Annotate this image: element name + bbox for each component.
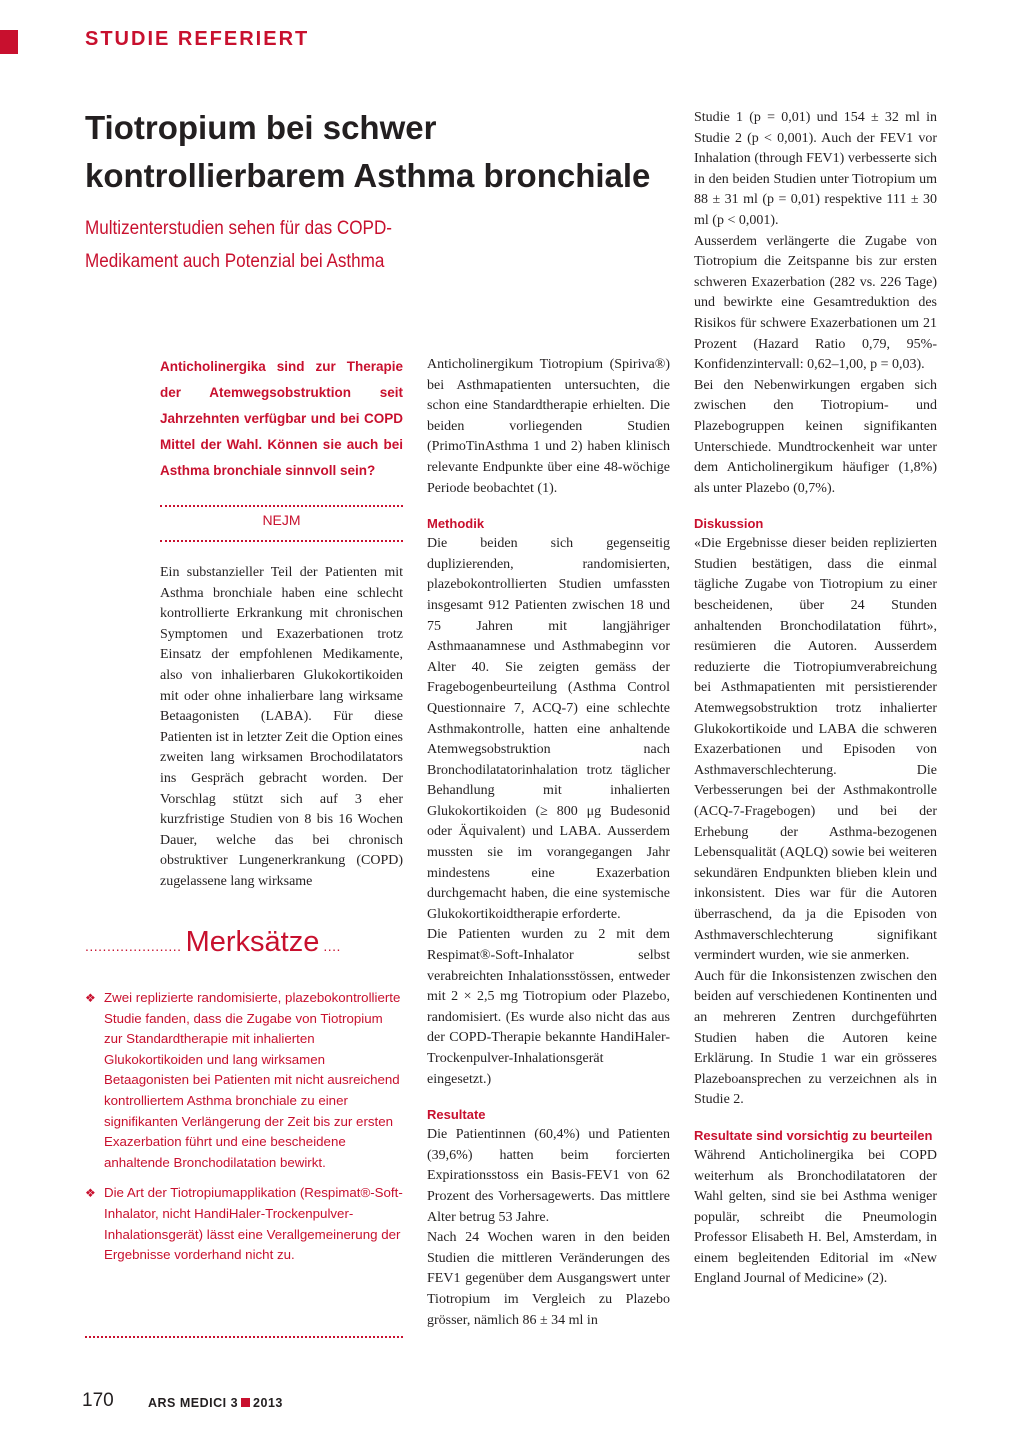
square-separator-icon: [241, 1398, 250, 1407]
body-paragraph: Nach 24 Wochen waren in den beiden Studien die mittleren Veränderungen des FEV1 gegenüber dem Ausgangswert unter Tiotropium im Vergleich zu Plazebo grösser, nämlich 86 ± 34 ml in: [427, 1230, 670, 1328]
merksaetze-title: Merksätze: [185, 926, 320, 958]
source-divider-top: [160, 505, 403, 507]
section-heading-methodik: Methodik: [427, 516, 485, 532]
body-paragraph: «Die Ergebnisse dieser beiden replizierten Studien bestätigen, dass die einmal tägliche Zugabe von Tiotropium zu einer bescheidenen, über 24 Stunden anhaltenden Bronchodilatation führt», resümieren die Autoren. Ausserdem reduzierte die Tiotropiumverabreichung bei Asthmapatienten mit persistierender Atemwegsobstruktion trotz inhalierter Glukokortikoide und LABA die schweren Exazerbationen und Episoden von Asthmaverschlechterung. Die Verbesserungen bei der Asthmakontrolle (ACQ-7-Fragebogen) und bei der Erhebung der Asthma-bezogenen Lebensqualität (AQLQ) sowie bei weiteren sekundären Endpunkten blieben klein und inkonsistent. Dies war für die Autoren überraschend, da ja die Episoden von Asthmaverschlechterung signifikant vermindert wurden, wie sie anmerken.: [694, 536, 937, 964]
section-heading-diskussion: Diskussion: [694, 516, 764, 532]
section-heading-vorsichtig: Resultate sind vorsichtig zu beurteilen: [694, 1127, 933, 1143]
body-paragraph: Die Patienten wurden zu 2 mit dem Respimat®-Soft-Inhalator selbst verabreichten Inhalationsstössen, entweder mit 2 × 2,5 mg Tiotropium oder Plazebo, randomisiert. (Es wurde also nicht das aus der COPD-Therapie bekannte HandiHaler-Trockenpulver-Inhalationsgerät eingesetzt.): [427, 927, 670, 1087]
journal-name: ARS MEDICI 3: [148, 1396, 239, 1410]
body-paragraph: Die beiden sich gegenseitig duplizierenden, randomisierten, plazebokontrollierten Studien umfassten insgesamt 912 Patienten zwischen 18 und 75 Jahren mit langjähriger Asthmaanamnese und Asthmabeginn vor Alter 40. Sie zeigten gemäss der Fragebogenbeurteilung (Asthma Control Questionnaire 7, ACQ-7) eine schlechte Asthmakontrolle, hatten eine anhaltende Atemwegsobstruktion nach Bronchodilatatorinhalation trotz täglicher Behandlung mit inhalierten Glukokortikoiden (≥ 800 μg Budesonid oder Äquivalent) und LABA. Ausserdem mussten sie im vorangegangen Jahr mindestens eine Exazerbation durchgemacht haben, die eine systemische Glukokortikoidtherapie erforderte.: [427, 536, 670, 922]
merksaetze-list: [85, 988, 403, 1276]
body-paragraph: Während Anticholinergika bei COPD weiterhum als Bronchodilatatoren der Wahl gelten, sind sie bei Asthma weniger populär, schreibt die Pneumologin Professor Elisabeth H. Bel, Amsterdam, in einem begleitenden Editorial im «New England Journal of Medicine» (2).: [694, 1147, 937, 1287]
body-paragraph: Ein substanzieller Teil der Patienten mit Asthma bronchiale haben eine schlecht kontrollierte Erkrankung mit chronischen Symptomen und Exazerbationen trotz Einsatz der empfohlenen Medikamente, also von inhalierbaren Glukokortikoiden mit oder ohne inhalierbare lang wirksame Betaagonisten (LABA). Für diese Patienten ist in letzter Zeit die Option eines zweiten lang wirksamen Brochodilatators ins Gespräch gebracht worden. Der Vorschlag stützt sich auf 3 eher kurzfristige Studien von 8 bis 16 Wochen Dauer, welche das bei chronisch obstruktiver Lungenerkrankung (COPD) zugelassene lang wirksame: [160, 565, 403, 889]
source-divider-bottom: [160, 540, 403, 542]
article-subtitle: Multizenterstudien sehen für das COPD-Medikament auch Potenzial bei Asthma: [85, 218, 392, 272]
merksaetze-item-text: Die Art der Tiotropiumapplikation (Respimat®-Soft-Inhalator, nicht HandiHaler-Trockenpulver-Inhalationsgerät) lässt eine Verallgemeinerung der Ergebnisse vorderhand nicht zu.: [104, 1185, 403, 1263]
body-paragraph: Studie 1 (p = 0,01) und 154 ± 32 ml in Studie 2 (p < 0,001). Auch der FEV1 vor Inhalation (through FEV1) verbesserte sich in den beiden Studien unter Tiotropium um 88 ± 31 ml (p = 0,01) respektive 111 ± 30 ml (p < 0,001).: [694, 110, 937, 228]
diamond-bullet-icon: ❖: [85, 991, 96, 1005]
body-paragraph: Ausserdem verlängerte die Zugabe von Tiotropium die Zeitspanne bis zur ersten schweren Exazerbation (282 vs. 226 Tage) und bewirkte eine Gesamtreduktion des Risikos für schwere Exazerbationen um 21 Prozent (Hazard Ratio 0,79, 95%-Konfidenzintervall: 0,62–1,00, p = 0,03).: [694, 233, 937, 373]
section-color-marker: [0, 30, 18, 54]
section-kicker: STUDIE REFERIERT: [85, 28, 310, 50]
section-heading-resultate: Resultate: [427, 1107, 486, 1123]
body-column-3: [694, 108, 937, 1290]
body-paragraph: Bei den Nebenwirkungen ergaben sich zwischen den Tiotropium- und Plazebogruppen keinen signifikanten Unterschiede. Mundtrockenheit war unter dem Anticholinergikum häufiger (1,8%) als unter Plazebo (0,7%).: [694, 377, 937, 496]
body-paragraph: Die Patientinnen (60,4%) und Patienten (39,6%) hatten beim forcierten Expirationsstoss ein Basis-FEV1 von 62 Prozent des Vorhersagewerts. Das mittlere Alter betrug 53 Jahre.: [427, 1127, 670, 1225]
body-paragraph: Auch für die Inkonsistenzen zwischen den beiden auf verschiedenen Kontinenten und an mehreren Zentren durchgeführten Studien haben die Autoren keine Erklärung. In Studie 1 war ein grösseres Plazeboansprechen zu verzeichnen als in Studie 2.: [694, 968, 937, 1108]
body-column-1: [160, 563, 403, 893]
merksaetze-item: [85, 1183, 403, 1265]
merksaetze-item: [85, 988, 403, 1173]
diamond-bullet-icon: ❖: [85, 1186, 96, 1201]
journal-year: 2013: [253, 1396, 283, 1410]
body-column-2: [427, 355, 670, 1331]
source-label: NEJM: [262, 512, 301, 528]
article-title: Tiotropium bei schwer kontrollierbarem Asthma bronchiale: [85, 109, 651, 194]
merksaetze-header: [85, 926, 403, 959]
article-lead: Anticholinergika sind zur Therapie der Atemwegsobstruktion seit Jahrzehnten verfügbar und bei COPD Mittel der Wahl. Können sie auch bei Asthma bronchiale sinnvoll sein?: [160, 359, 403, 478]
page-number: 170: [82, 1390, 114, 1411]
merksaetze-dots-right: ....: [323, 938, 341, 954]
body-paragraph: Anticholinergikum Tiotropium (Spiriva®) bei Asthmapatienten untersuchten, die schon eine Standardtherapie erhielten. Die beiden vorliegenden Studien (PrimoTinAsthma 1 und 2) haben klinisch relevante Endpunkte über eine 48-wöchige Periode beobachtet (1).: [427, 357, 670, 496]
merksaetze-item-text: Zwei replizierte randomisierte, plazebokontrollierte Studie fanden, dass die Zugabe von Tiotropium zur Standardtherapie mit inhalierten Glukokortikoiden und lang wirksamen Betaagonisten bei Patienten mit nicht ausreichend kontrolliertem Asthma bronchiale zu einer signifikanten Verlängerung der Zeit bis zur ersten Exazerbation führt und eine bescheidene anhaltende Bronchodilatation bewirkt.: [104, 990, 401, 1170]
merksaetze-dots-left: ......................: [85, 938, 182, 954]
journal-issue: [148, 1396, 283, 1410]
merksaetze-divider-bottom: [85, 1336, 403, 1338]
